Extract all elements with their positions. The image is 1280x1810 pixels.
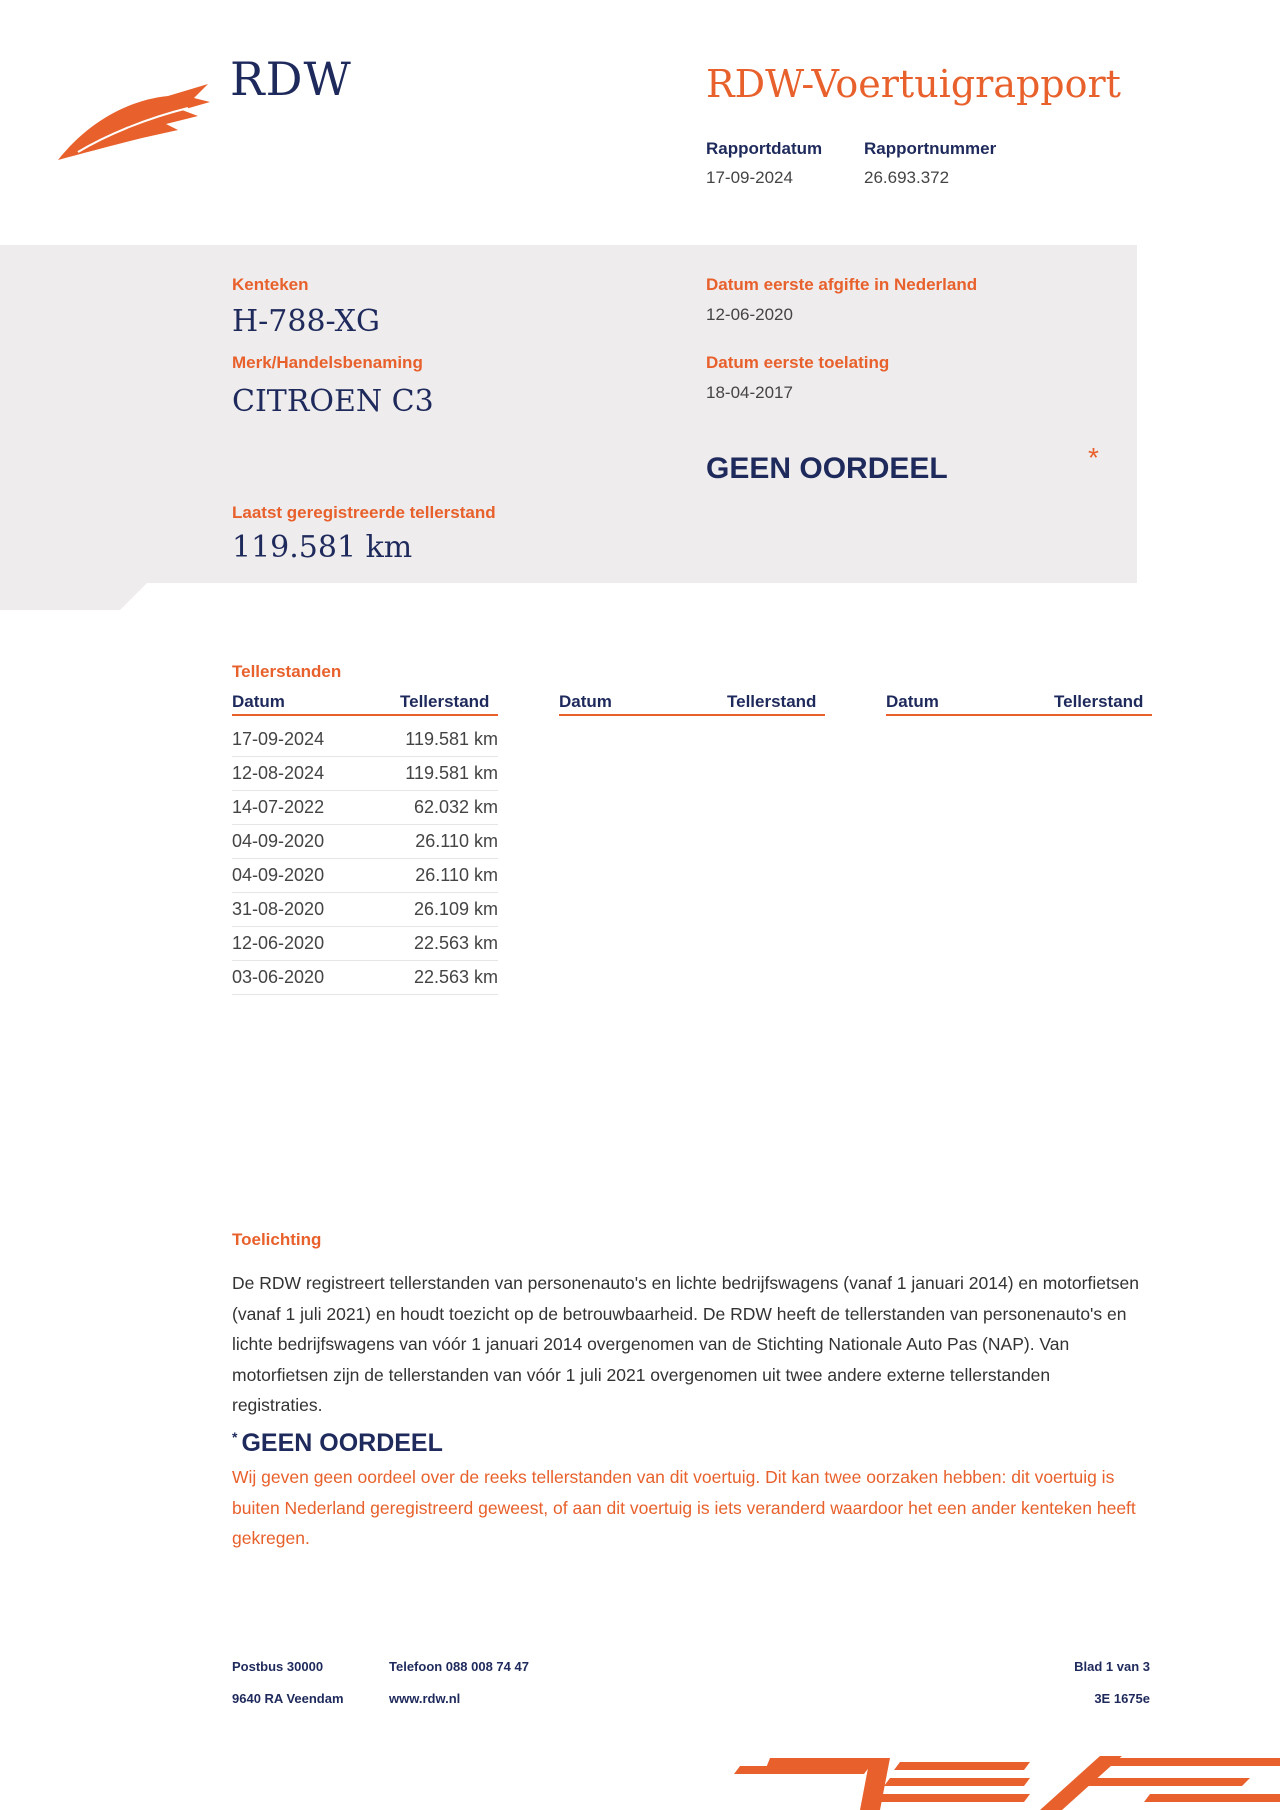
header-underline (886, 714, 1152, 716)
footer-website[interactable]: www.rdw.nl (389, 1691, 461, 1706)
verdict-status: GEEN OORDEEL (706, 452, 948, 485)
verdict-footnote-marker: * (1088, 442, 1099, 473)
header-underline (559, 714, 825, 716)
page-number: Blad 1 van 3 (1074, 1659, 1150, 1674)
verdict-note-title (232, 1429, 443, 1458)
report-date-label: Rapportdatum (706, 139, 823, 158)
verdict-note-body: Wij geven geen oordeel over de reeks tellerstanden van dit voertuig. Dit kan twee oorzaken hebben: dit voertuig is buiten Nederland geregistreerd geweest, of aan dit voertuig is iets veranderd waardoor het een ander kenteken heeft gekregen. (232, 1467, 1136, 1548)
col-date-header: Datum (232, 692, 285, 711)
table-row (232, 960, 498, 995)
reading-value: 119.581 km (405, 728, 498, 749)
document-code: 3E 1675e (1094, 1691, 1150, 1706)
footer-address-line1: Postbus 30000 (232, 1659, 324, 1674)
reading-value: 119.581 km (405, 762, 498, 783)
reading-date: 12-06-2020 (232, 932, 325, 953)
table-row (232, 824, 498, 859)
rdw-logo-icon (58, 82, 210, 162)
table-row (232, 756, 498, 791)
table-row (232, 722, 498, 757)
first-admission-label: Datum eerste toelating (706, 353, 890, 372)
footer-address-line2: 9640 RA Veendam (232, 1691, 344, 1706)
first-admission: 18-04-2017 (706, 383, 793, 402)
vehicle-info-panel (0, 245, 1137, 583)
reading-value: 22.563 km (413, 932, 498, 953)
reading-value: 26.110 km (415, 864, 498, 885)
plate-number: H-788-XG (232, 304, 380, 339)
brand-value: CITROEN C3 (232, 384, 434, 419)
report-number-label: Rapportnummer (864, 139, 997, 158)
table-row (232, 858, 498, 893)
panel-tab-decoration (0, 580, 150, 610)
logo-text: RDW (230, 52, 352, 106)
table-row (232, 790, 498, 825)
first-registration-nl-label: Datum eerste afgifte in Nederland (706, 275, 978, 294)
first-registration-nl: 12-06-2020 (706, 305, 793, 324)
col-reading-header: Tellerstand (400, 692, 490, 711)
explanation-body: De RDW registreert tellerstanden van personenauto's en lichte bedrijfswagens (vanaf 1 januari 2014) en motorfietsen (vanaf 1 juli 2021) en houdt toezicht op de betrouwbaarheid. De RDW heeft de tellerstanden van personenauto's en lichte bedrijfswagens van vóór 1 januari 2014 overgenomen van de Stichting Nationale Auto Pas (NAP). Van motorfietsen zijn de tellerstanden van vóór 1 juli 2021 overgenomen uit twee andere externe tellerstanden registraties. (232, 1273, 1140, 1415)
table-row (232, 926, 498, 961)
header-underline (232, 714, 498, 716)
explanation-title: Toelichting (232, 1230, 322, 1249)
reading-date: 03-06-2020 (232, 966, 325, 987)
reading-date: 31-08-2020 (232, 898, 325, 919)
report-title: RDW-Voertuigrapport (706, 62, 1121, 106)
report-date: 17-09-2024 (706, 168, 793, 187)
reading-value: 62.032 km (413, 796, 498, 817)
last-reading-value: 119.581 km (232, 530, 413, 565)
reading-date: 04-09-2020 (232, 864, 325, 885)
table-row (232, 892, 498, 927)
last-reading-label: Laatst geregistreerde tellerstand (232, 503, 496, 522)
col-reading-header: Tellerstand (727, 692, 817, 711)
verdict-note-heading: GEEN OORDEEL (241, 1429, 443, 1457)
brand-label: Merk/Handelsbenaming (232, 353, 423, 372)
footnote-marker: * (232, 1429, 238, 1445)
readings-title: Tellerstanden (232, 662, 342, 681)
footer-phone: Telefoon 088 008 74 47 (389, 1659, 529, 1674)
col-date-header: Datum (559, 692, 612, 711)
rdw-stripes-decoration (730, 1752, 1280, 1810)
reading-date: 12-08-2024 (232, 762, 325, 783)
reading-value: 22.563 km (413, 966, 498, 987)
reading-date: 17-09-2024 (232, 728, 325, 749)
reading-date: 14-07-2022 (232, 796, 325, 817)
report-number: 26.693.372 (864, 168, 950, 187)
reading-date: 04-09-2020 (232, 830, 325, 851)
reading-value: 26.110 km (415, 830, 498, 851)
col-date-header: Datum (886, 692, 939, 711)
reading-value: 26.109 km (413, 898, 498, 919)
col-reading-header: Tellerstand (1054, 692, 1144, 711)
plate-label: Kenteken (232, 275, 309, 294)
